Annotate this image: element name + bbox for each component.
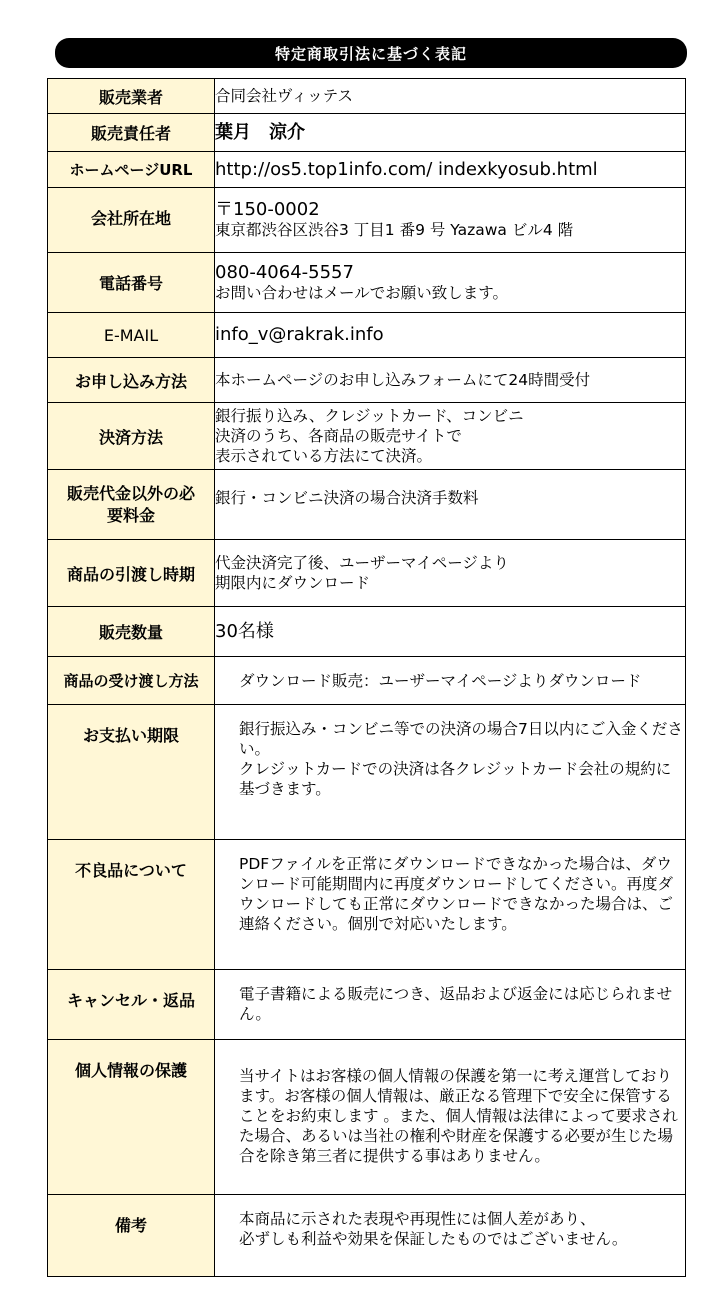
table-row	[48, 657, 686, 705]
row-value-notes	[215, 1195, 686, 1277]
value-line: 東京都渋谷区渋谷3 丁目1 番9 号 Yazawa ビル4 階	[215, 221, 574, 239]
value-line: 合同会社ヴィッテス	[215, 87, 353, 105]
table-row	[48, 470, 686, 540]
value-line: クレジットカードでの決済は各クレジットカード会社の規約に基づきます。	[239, 760, 672, 798]
row-label-notes: 備考	[48, 1195, 215, 1277]
page-title: 特定商取引法に基づく表記	[55, 38, 687, 68]
table-row	[48, 188, 686, 253]
row-value-application-method	[215, 358, 686, 403]
value-line: ダウンロード販売：ユーザーマイページよりダウンロード	[239, 671, 642, 690]
homepage-link[interactable]: http://os5.top1info.com/ indexkyosub.html	[215, 158, 598, 180]
value-line: 期限内にダウンロード	[215, 574, 371, 592]
value-line: 電子書籍による販売につき、返品および返金には応じられません。	[239, 985, 673, 1023]
table-row	[48, 1195, 686, 1277]
row-label-defective-items: 不良品について	[48, 840, 215, 970]
email-link[interactable]: info_v@rakrak.info	[215, 324, 384, 345]
row-value-homepage-url	[215, 152, 686, 188]
value-line: 当サイトはお客様の個人情報の保護を第一に考え運営しております。お客様の個人情報は、厳正なる管理下で安全に保管することをお約束します 。また、個人情報は法律によって要求された場合、あるいは当社の権利や財産を保護する必要が生じた場合を除き第三者に提供する事はありません。	[239, 1067, 678, 1165]
value-line: 本ホームページのお申し込みフォームにて24時間受付	[215, 371, 591, 389]
row-label-manager: 販売責任者	[48, 114, 215, 152]
value-line: 葉月 涼介	[215, 121, 305, 143]
phone-number: 080-4064-5557	[215, 261, 354, 283]
row-value-manager	[215, 114, 686, 152]
row-value-quantity	[215, 607, 686, 657]
legal-info-table	[47, 78, 686, 1277]
row-label-privacy: 個人情報の保護	[48, 1040, 215, 1195]
row-label-delivery-method: 商品の受け渡し方法	[48, 657, 215, 705]
value-line: 30名様	[215, 620, 274, 642]
table-row	[48, 1040, 686, 1195]
value-line: 本商品に示された表現や再現性には個人差があり、	[239, 1210, 596, 1228]
table-row	[48, 607, 686, 657]
value-line: PDFファイルを正常にダウンロードできなかった場合は、ダウンロード可能期間内に再度ダウンロードしてください。再度ダウンロードしても正常にダウンロードできなかった場合は、ご連絡ください。個別で対応いたします。	[239, 855, 674, 933]
value-line: 銀行振り込み、クレジットカード、コンビニ	[215, 407, 524, 425]
value-line: 決済のうち、各商品の販売サイトで	[215, 427, 462, 445]
table-row	[48, 253, 686, 313]
value-line: お問い合わせはメールでお願い致します。	[215, 283, 508, 302]
row-label-cancel-return: キャンセル・返品	[48, 970, 215, 1040]
table-row	[48, 152, 686, 188]
row-value-defective-items	[215, 840, 686, 970]
table-row	[48, 114, 686, 152]
value-line: 〒150-0002	[215, 199, 320, 220]
value-line: 銀行振込み・コンビニ等での決済の場合7日以内にご入金ください。	[239, 720, 683, 758]
table-row	[48, 705, 686, 840]
table-row	[48, 313, 686, 358]
row-label-payment-method: 決済方法	[48, 403, 215, 470]
row-label-address: 会社所在地	[48, 188, 215, 253]
value-line: 銀行・コンビニ決済の場合決済手数料	[215, 489, 479, 507]
row-value-delivery-time	[215, 540, 686, 607]
value-line: 必ずしも利益や効果を保証したものではございません。	[239, 1230, 628, 1248]
row-value-phone	[215, 253, 686, 313]
table-row	[48, 970, 686, 1040]
table-row	[48, 403, 686, 470]
row-value-payment-deadline	[215, 705, 686, 840]
row-value-payment-method	[215, 403, 686, 470]
row-label-delivery-time: 商品の引渡し時期	[48, 540, 215, 607]
row-label-phone: 電話番号	[48, 253, 215, 313]
table-row	[48, 840, 686, 970]
row-label-email: E-MAIL	[48, 313, 215, 358]
table-row	[48, 79, 686, 114]
row-value-privacy	[215, 1040, 686, 1195]
row-label-seller: 販売業者	[48, 79, 215, 114]
row-label-quantity: 販売数量	[48, 607, 215, 657]
value-line: 表示されている方法にて決済。	[215, 447, 433, 465]
row-label-application-method: お申し込み方法	[48, 358, 215, 403]
row-value-delivery-method	[215, 657, 686, 705]
row-value-email	[215, 313, 686, 358]
row-label-extra-fees: 販売代金以外の必要料金	[48, 470, 215, 540]
row-value-cancel-return	[215, 970, 686, 1040]
table-row	[48, 540, 686, 607]
value-line: 代金決済完了後、ユーザーマイページより	[215, 554, 509, 572]
table-row	[48, 358, 686, 403]
row-value-seller	[215, 79, 686, 114]
row-value-address	[215, 188, 686, 253]
row-label-homepage-url: ホームページURL	[48, 152, 215, 188]
row-label-payment-deadline: お支払い期限	[48, 705, 215, 840]
row-value-extra-fees	[215, 470, 686, 540]
